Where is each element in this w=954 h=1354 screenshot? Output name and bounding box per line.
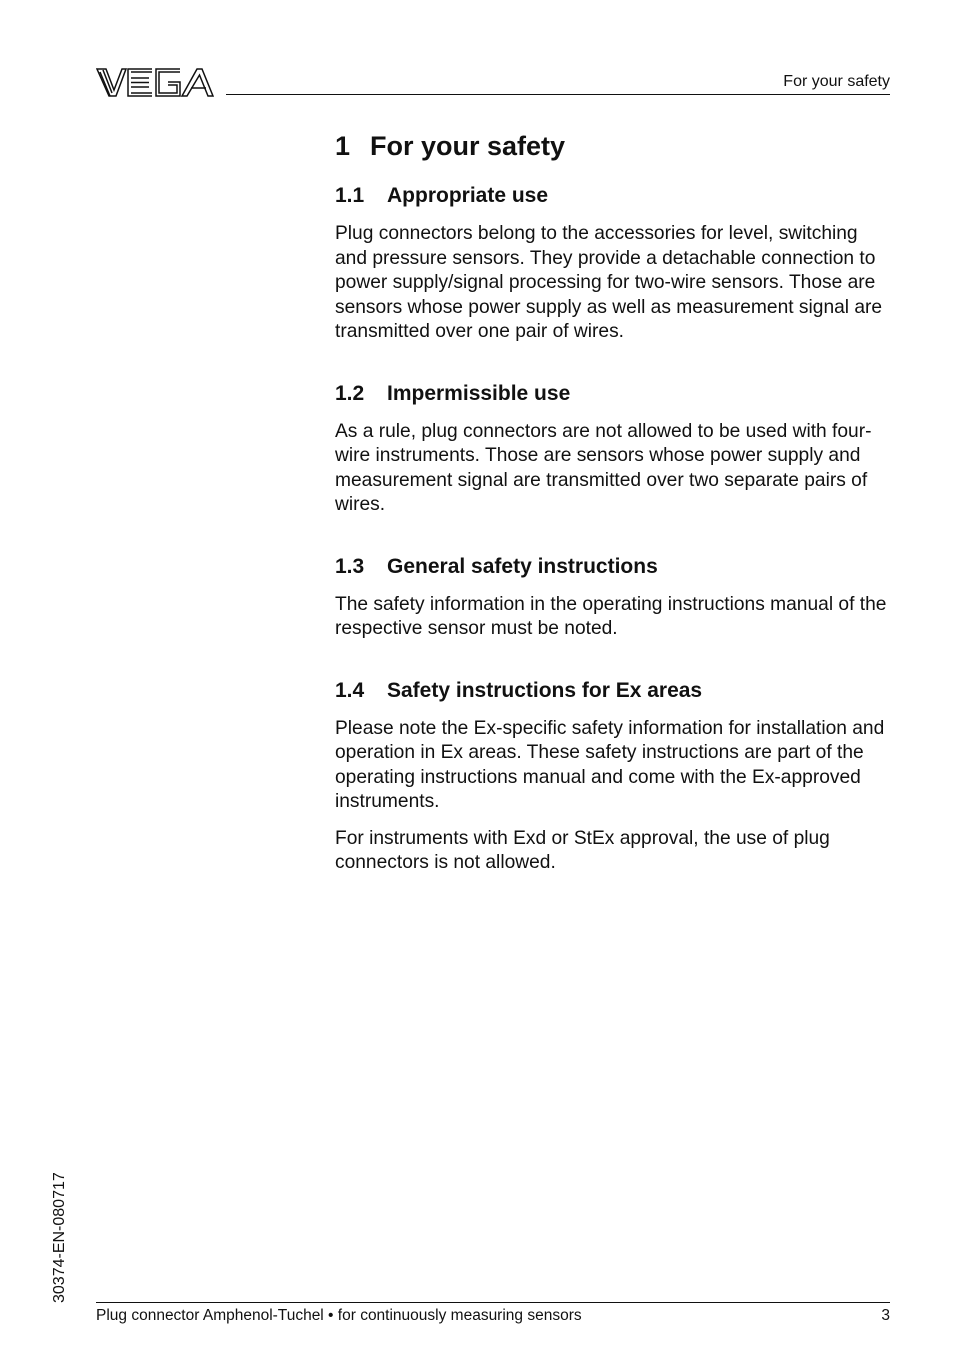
section-heading (335, 182, 891, 210)
section-title: General safety instructions (387, 554, 658, 578)
chapter-number: 1 (335, 131, 351, 161)
page-content (335, 128, 891, 911)
section-number: 1.2 (335, 381, 365, 405)
header-rule (226, 94, 890, 95)
page-number: 3 (881, 1307, 890, 1324)
section-paragraph: For instruments with Exd or StEx approval, the use of plug connectors is not allowed. (335, 827, 830, 873)
section-heading (335, 380, 891, 408)
section-number: 1.1 (335, 184, 365, 207)
section-paragraph: Please note the Ex-specific safety information for installation and operation in Ex areas. These safety instructions are part of the operating instructions manual and come with the Ex-approved instruments. (335, 717, 885, 812)
running-head: For your safety (783, 73, 890, 90)
vega-logo (96, 66, 214, 98)
document-code: 30374-EN-080717 (51, 1172, 68, 1303)
footer-title: Plug connector Amphenol-Tuchel • for continuously measuring sensors (96, 1307, 582, 1324)
section-impermissible-use (335, 380, 891, 518)
section-title: Impermissible use (387, 381, 571, 405)
chapter-title: For your safety (370, 131, 566, 161)
section-paragraph: The safety information in the operating instructions manual of the respective sensor must be noted. (335, 593, 887, 639)
section-number: 1.3 (335, 554, 365, 578)
section-ex-areas (335, 677, 891, 876)
section-paragraph: As a rule, plug connectors are not allowed to be used with four-wire instruments. Those are sensors whose power supply and measurement signal are transmitted over two separate pairs of wires. (335, 420, 872, 515)
chapter-heading (335, 128, 891, 164)
section-title: Safety instructions for Ex areas (387, 678, 703, 702)
section-heading (335, 677, 891, 705)
footer-rule (96, 1302, 890, 1303)
section-number: 1.4 (335, 678, 365, 702)
section-appropriate-use (335, 182, 891, 345)
section-general-safety (335, 553, 891, 642)
section-heading (335, 553, 891, 581)
section-paragraph: Plug connectors belong to the accessories for level, switching and pressure sensors. They provide a detachable connection to power supply/signal processing for two-wire sensors. Those are sensors whose power supply as well as measurement signal are transmitted over one pair of wires. (335, 223, 883, 342)
section-title: Appropriate use (387, 184, 549, 207)
